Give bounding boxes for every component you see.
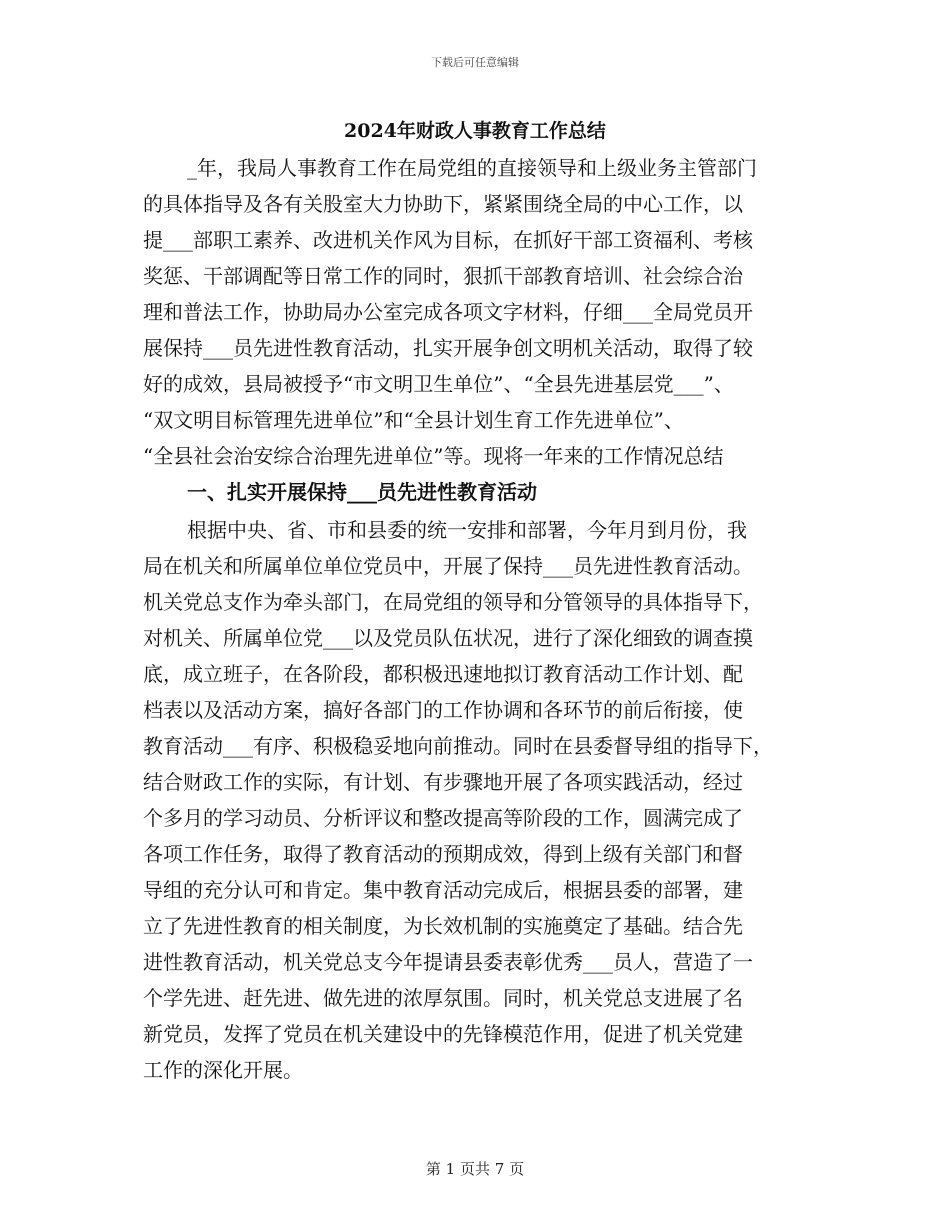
header-note: 下载后可任意编辑 — [431, 56, 519, 69]
paragraph-line: 理和普法工作，协助局办公室完成各项文字材料，仔细___全局党员开 — [143, 300, 753, 324]
paragraph-line: 进性教育活动，机关党总支今年提请县委表彰优秀___员人，营造了一 — [143, 950, 753, 974]
paragraph-line: 个学先进、赶先进、做先进的浓厚氛围。同时，机关党总支进展了名 — [143, 986, 743, 1010]
paragraph-line: 对机关、所属单位党___以及党员队伍状况，进行了深化细致的调查摸 — [143, 626, 753, 650]
paragraph-line: 局在机关和所属单位单位党员中，开展了保持___员先进性教育活动。 — [143, 554, 753, 578]
page-footer: 第 1 页共 7 页 — [425, 1160, 525, 1178]
paragraph-line: 教育活动___有序、积极稳妥地向前推动。同时在县委督导组的指导下， — [143, 734, 773, 758]
paragraph-line: 结合财政工作的实际，有计划、有步骤地开展了各项实践活动，经过 — [143, 770, 743, 794]
paragraph-line: 个多月的学习动员、分析评议和整改提高等阶段的工作，圆满完成了 — [143, 806, 743, 830]
paragraph-line: 档表以及活动方案，搞好各部门的工作协调和各环节的前后衔接，使 — [143, 698, 743, 722]
section-heading: 一、扎实开展保持___员先进性教育活动 — [187, 480, 537, 504]
paragraph-line: 的具体指导及各有关股室大力协助下，紧紧围绕全局的中心工作，以 — [143, 192, 743, 216]
paragraph-line: 根据中央、省、市和县委的统一安排和部署，今年月到月份，我 — [187, 518, 747, 542]
document-title: 2024年财政人事教育工作总结 — [344, 120, 606, 142]
paragraph-line: “全县社会治安综合治理先进单位”等。现将一年来的工作情况总结 — [143, 444, 724, 468]
paragraph-line: 工作的深化开展。 — [143, 1058, 303, 1082]
paragraph-line: 奖惩、干部调配等日常工作的同时，狠抓干部教育培训、社会综合治 — [143, 264, 743, 288]
paragraph-line: 展保持___员先进性教育活动，扎实开展争创文明机关活动，取得了较 — [143, 336, 753, 360]
paragraph-line: “双文明目标管理先进单位”和“全县计划生育工作先进单位”、 — [143, 408, 684, 432]
paragraph-line: 新党员，发挥了党员在机关建设中的先锋模范作用，促进了机关党建 — [143, 1022, 743, 1046]
paragraph-line: 各项工作任务，取得了教育活动的预期成效，得到上级有关部门和督 — [143, 842, 743, 866]
paragraph-line: 提___部职工素养、改进机关作风为目标，在抓好干部工资福利、考核 — [143, 228, 753, 252]
paragraph-line: _年，我局人事教育工作在局党组的直接领导和上级业务主管部门 — [187, 156, 757, 180]
paragraph-line: 立了先进性教育的相关制度，为长效机制的实施奠定了基础。结合先 — [143, 914, 743, 938]
paragraph-line: 导组的充分认可和肯定。集中教育活动完成后，根据县委的部署，建 — [143, 878, 743, 902]
paragraph-line: 好的成效，县局被授予“市文明卫生单位”、“全县先进基层党___”、 — [143, 372, 734, 396]
paragraph-line: 底，成立班子，在各阶段，都积极迅速地拟订教育活动工作计划、配 — [143, 662, 743, 686]
paragraph-line: 机关党总支作为牵头部门，在局党组的领导和分管领导的具体指导下， — [143, 590, 763, 614]
